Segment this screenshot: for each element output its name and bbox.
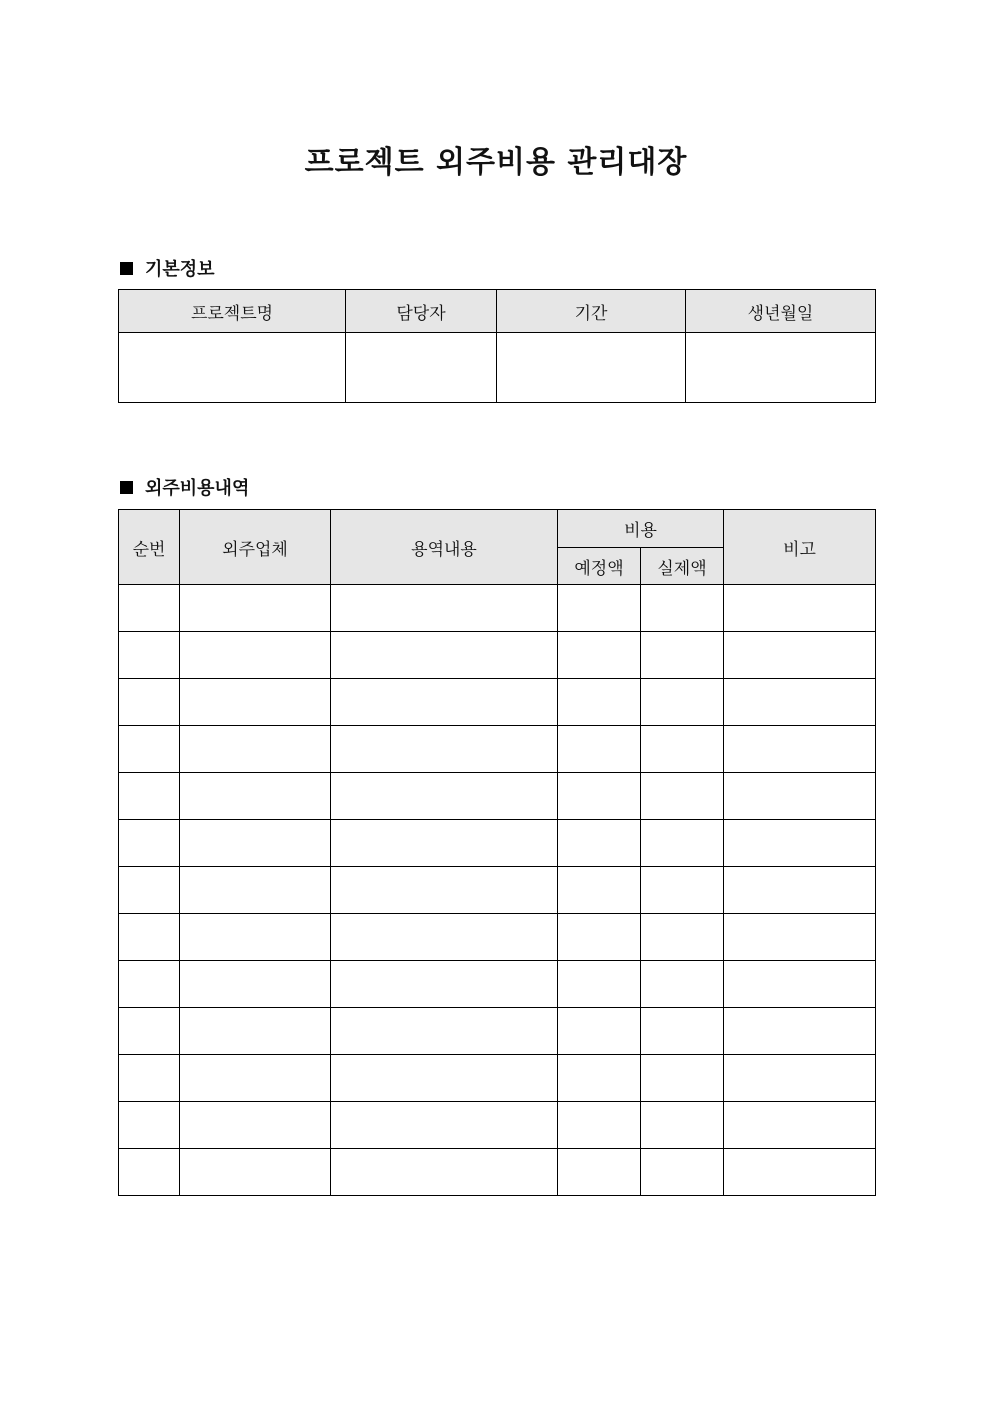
birthdate-cell[interactable] bbox=[686, 333, 876, 403]
seq-cell[interactable] bbox=[119, 1008, 180, 1055]
costs-heading-label: 외주비용내역 bbox=[145, 478, 250, 499]
table-row bbox=[119, 1055, 876, 1102]
estimated-cell[interactable] bbox=[558, 1008, 641, 1055]
service-cell[interactable] bbox=[331, 679, 558, 726]
vendor-cell[interactable] bbox=[180, 632, 331, 679]
actual-cell[interactable] bbox=[641, 961, 724, 1008]
note-cell[interactable] bbox=[724, 726, 876, 773]
header-service: 용역내용 bbox=[331, 510, 558, 585]
header-note: 비고 bbox=[724, 510, 876, 585]
seq-cell[interactable] bbox=[119, 867, 180, 914]
service-cell[interactable] bbox=[331, 914, 558, 961]
note-cell[interactable] bbox=[724, 1055, 876, 1102]
project-name-cell[interactable] bbox=[119, 333, 346, 403]
vendor-cell[interactable] bbox=[180, 867, 331, 914]
estimated-cell[interactable] bbox=[558, 820, 641, 867]
estimated-cell[interactable] bbox=[558, 961, 641, 1008]
actual-cell[interactable] bbox=[641, 914, 724, 961]
vendor-cell[interactable] bbox=[180, 585, 331, 632]
table-row bbox=[119, 1149, 876, 1196]
table-row bbox=[119, 726, 876, 773]
estimated-cell[interactable] bbox=[558, 585, 641, 632]
vendor-cell[interactable] bbox=[180, 1149, 331, 1196]
basic-info-heading bbox=[120, 255, 215, 281]
actual-cell[interactable] bbox=[641, 820, 724, 867]
header-vendor: 외주업체 bbox=[180, 510, 331, 585]
service-cell[interactable] bbox=[331, 773, 558, 820]
actual-cell[interactable] bbox=[641, 1055, 724, 1102]
service-cell[interactable] bbox=[331, 1055, 558, 1102]
manager-cell[interactable] bbox=[346, 333, 497, 403]
header-birthdate: 생년월일 bbox=[686, 290, 876, 333]
actual-cell[interactable] bbox=[641, 1102, 724, 1149]
service-cell[interactable] bbox=[331, 1008, 558, 1055]
note-cell[interactable] bbox=[724, 961, 876, 1008]
estimated-cell[interactable] bbox=[558, 1055, 641, 1102]
basic-info-heading-label: 기본정보 bbox=[145, 259, 215, 280]
vendor-cell[interactable] bbox=[180, 1008, 331, 1055]
vendor-cell[interactable] bbox=[180, 820, 331, 867]
seq-cell[interactable] bbox=[119, 961, 180, 1008]
service-cell[interactable] bbox=[331, 820, 558, 867]
actual-cell[interactable] bbox=[641, 679, 724, 726]
seq-cell[interactable] bbox=[119, 585, 180, 632]
square-bullet-icon bbox=[120, 262, 133, 275]
service-cell[interactable] bbox=[331, 961, 558, 1008]
service-cell[interactable] bbox=[331, 867, 558, 914]
service-cell[interactable] bbox=[331, 726, 558, 773]
seq-cell[interactable] bbox=[119, 726, 180, 773]
estimated-cell[interactable] bbox=[558, 632, 641, 679]
seq-cell[interactable] bbox=[119, 1102, 180, 1149]
estimated-cell[interactable] bbox=[558, 867, 641, 914]
service-cell[interactable] bbox=[331, 585, 558, 632]
estimated-cell[interactable] bbox=[558, 1102, 641, 1149]
costs-heading bbox=[120, 474, 249, 500]
header-estimated: 예정액 bbox=[558, 548, 641, 585]
seq-cell[interactable] bbox=[119, 1149, 180, 1196]
basic-info-table bbox=[118, 289, 876, 403]
service-cell[interactable] bbox=[331, 1149, 558, 1196]
header-cost: 비용 bbox=[558, 510, 724, 548]
note-cell[interactable] bbox=[724, 1102, 876, 1149]
header-manager: 담당자 bbox=[346, 290, 497, 333]
note-cell[interactable] bbox=[724, 585, 876, 632]
vendor-cell[interactable] bbox=[180, 1102, 331, 1149]
service-cell[interactable] bbox=[331, 632, 558, 679]
note-cell[interactable] bbox=[724, 632, 876, 679]
note-cell[interactable] bbox=[724, 773, 876, 820]
costs-table bbox=[118, 509, 876, 1196]
actual-cell[interactable] bbox=[641, 867, 724, 914]
table-row bbox=[119, 914, 876, 961]
actual-cell[interactable] bbox=[641, 1008, 724, 1055]
table-row bbox=[119, 773, 876, 820]
table-row bbox=[119, 961, 876, 1008]
estimated-cell[interactable] bbox=[558, 1149, 641, 1196]
header-actual: 실제액 bbox=[641, 548, 724, 585]
estimated-cell[interactable] bbox=[558, 726, 641, 773]
actual-cell[interactable] bbox=[641, 773, 724, 820]
note-cell[interactable] bbox=[724, 1149, 876, 1196]
actual-cell[interactable] bbox=[641, 585, 724, 632]
period-cell[interactable] bbox=[497, 333, 686, 403]
table-row bbox=[119, 1008, 876, 1055]
vendor-cell[interactable] bbox=[180, 726, 331, 773]
table-row bbox=[119, 679, 876, 726]
seq-cell[interactable] bbox=[119, 632, 180, 679]
estimated-cell[interactable] bbox=[558, 679, 641, 726]
page-title: 프로젝트 외주비용 관리대장 bbox=[304, 145, 688, 180]
note-cell[interactable] bbox=[724, 1008, 876, 1055]
note-cell[interactable] bbox=[724, 820, 876, 867]
vendor-cell[interactable] bbox=[180, 914, 331, 961]
note-cell[interactable] bbox=[724, 867, 876, 914]
table-row bbox=[119, 820, 876, 867]
service-cell[interactable] bbox=[331, 1102, 558, 1149]
vendor-cell[interactable] bbox=[180, 1055, 331, 1102]
seq-cell[interactable] bbox=[119, 679, 180, 726]
header-period: 기간 bbox=[497, 290, 686, 333]
note-cell[interactable] bbox=[724, 679, 876, 726]
square-bullet-icon bbox=[120, 481, 133, 494]
actual-cell[interactable] bbox=[641, 726, 724, 773]
table-row bbox=[119, 585, 876, 632]
table-row bbox=[119, 632, 876, 679]
seq-cell[interactable] bbox=[119, 820, 180, 867]
vendor-cell[interactable] bbox=[180, 773, 331, 820]
estimated-cell[interactable] bbox=[558, 773, 641, 820]
vendor-cell[interactable] bbox=[180, 961, 331, 1008]
seq-cell[interactable] bbox=[119, 914, 180, 961]
note-cell[interactable] bbox=[724, 914, 876, 961]
actual-cell[interactable] bbox=[641, 632, 724, 679]
table-row bbox=[119, 1102, 876, 1149]
vendor-cell[interactable] bbox=[180, 679, 331, 726]
seq-cell[interactable] bbox=[119, 1055, 180, 1102]
table-row bbox=[119, 867, 876, 914]
header-seq: 순번 bbox=[119, 510, 180, 585]
estimated-cell[interactable] bbox=[558, 914, 641, 961]
actual-cell[interactable] bbox=[641, 1149, 724, 1196]
header-project-name: 프로젝트명 bbox=[119, 290, 346, 333]
seq-cell[interactable] bbox=[119, 773, 180, 820]
